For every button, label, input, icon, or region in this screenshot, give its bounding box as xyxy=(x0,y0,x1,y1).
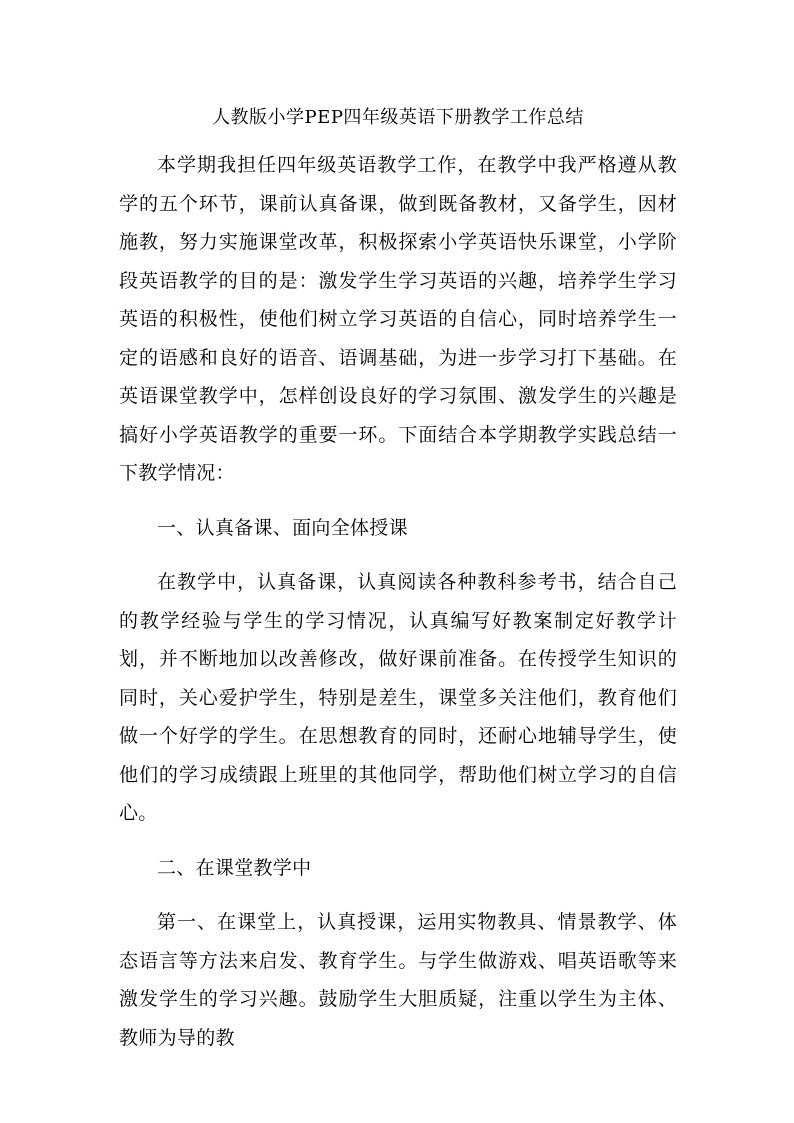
spacer xyxy=(119,493,677,509)
spacer xyxy=(119,833,677,849)
section-1-paragraph: 在教学中，认真备课，认真阅读各种教科参考书，结合自己的教学经验与学生的学习情况，认真编写好教案制定好教学计划，并不断地加以改善修改，做好课前准备。在传授学生知识的同时，关心爱护学生，特别是差生，课堂多关注他们，教育他们做一个好学的学生。在思想教育的同时，还耐心地辅导学生，使他们的学习成绩跟上班里的其他同学，帮助他们树立学习的自信心。 xyxy=(119,571,677,824)
section-2-heading: 二、在课堂教学中 xyxy=(157,856,312,879)
section-2-paragraph: 第一、在课堂上，认真授课，运用实物教具、情景教学、体态语言等方法来启发、教育学生。与学生做游戏、唱英语歌等来激发学生的学习兴趣。鼓励学生大胆质疑，注重以学生为主体、教师为导的教 xyxy=(119,911,677,1049)
document-page xyxy=(119,100,677,1057)
document-title: 人教版小学PEP四年级英语下册教学工作总结 xyxy=(212,107,584,128)
section-1-heading: 一、认真备课、面向全体授课 xyxy=(157,516,408,539)
spacer xyxy=(119,547,677,563)
spacer xyxy=(119,136,677,146)
intro-paragraph: 本学期我担任四年级英语教学工作，在教学中我严格遵从教学的五个环节，课前认真备课，做到既备教材，又备学生，因材施教，努力实施课堂改革，积极探索小学英语快乐课堂，小学阶段英语教学的目的是：激发学生学习英语的兴趣，培养学生学习英语的积极性，使他们树立学习英语的自信心，同时培养学生一定的语感和良好的语音、语调基础，为进一步学习打下基础。在英语课堂教学中，怎样创设良好的学习氛围、激发学生的兴趣是搞好小学英语教学的重要一环。下面结合本学期教学实践总结一下教学情况： xyxy=(119,154,677,484)
spacer xyxy=(119,887,677,903)
